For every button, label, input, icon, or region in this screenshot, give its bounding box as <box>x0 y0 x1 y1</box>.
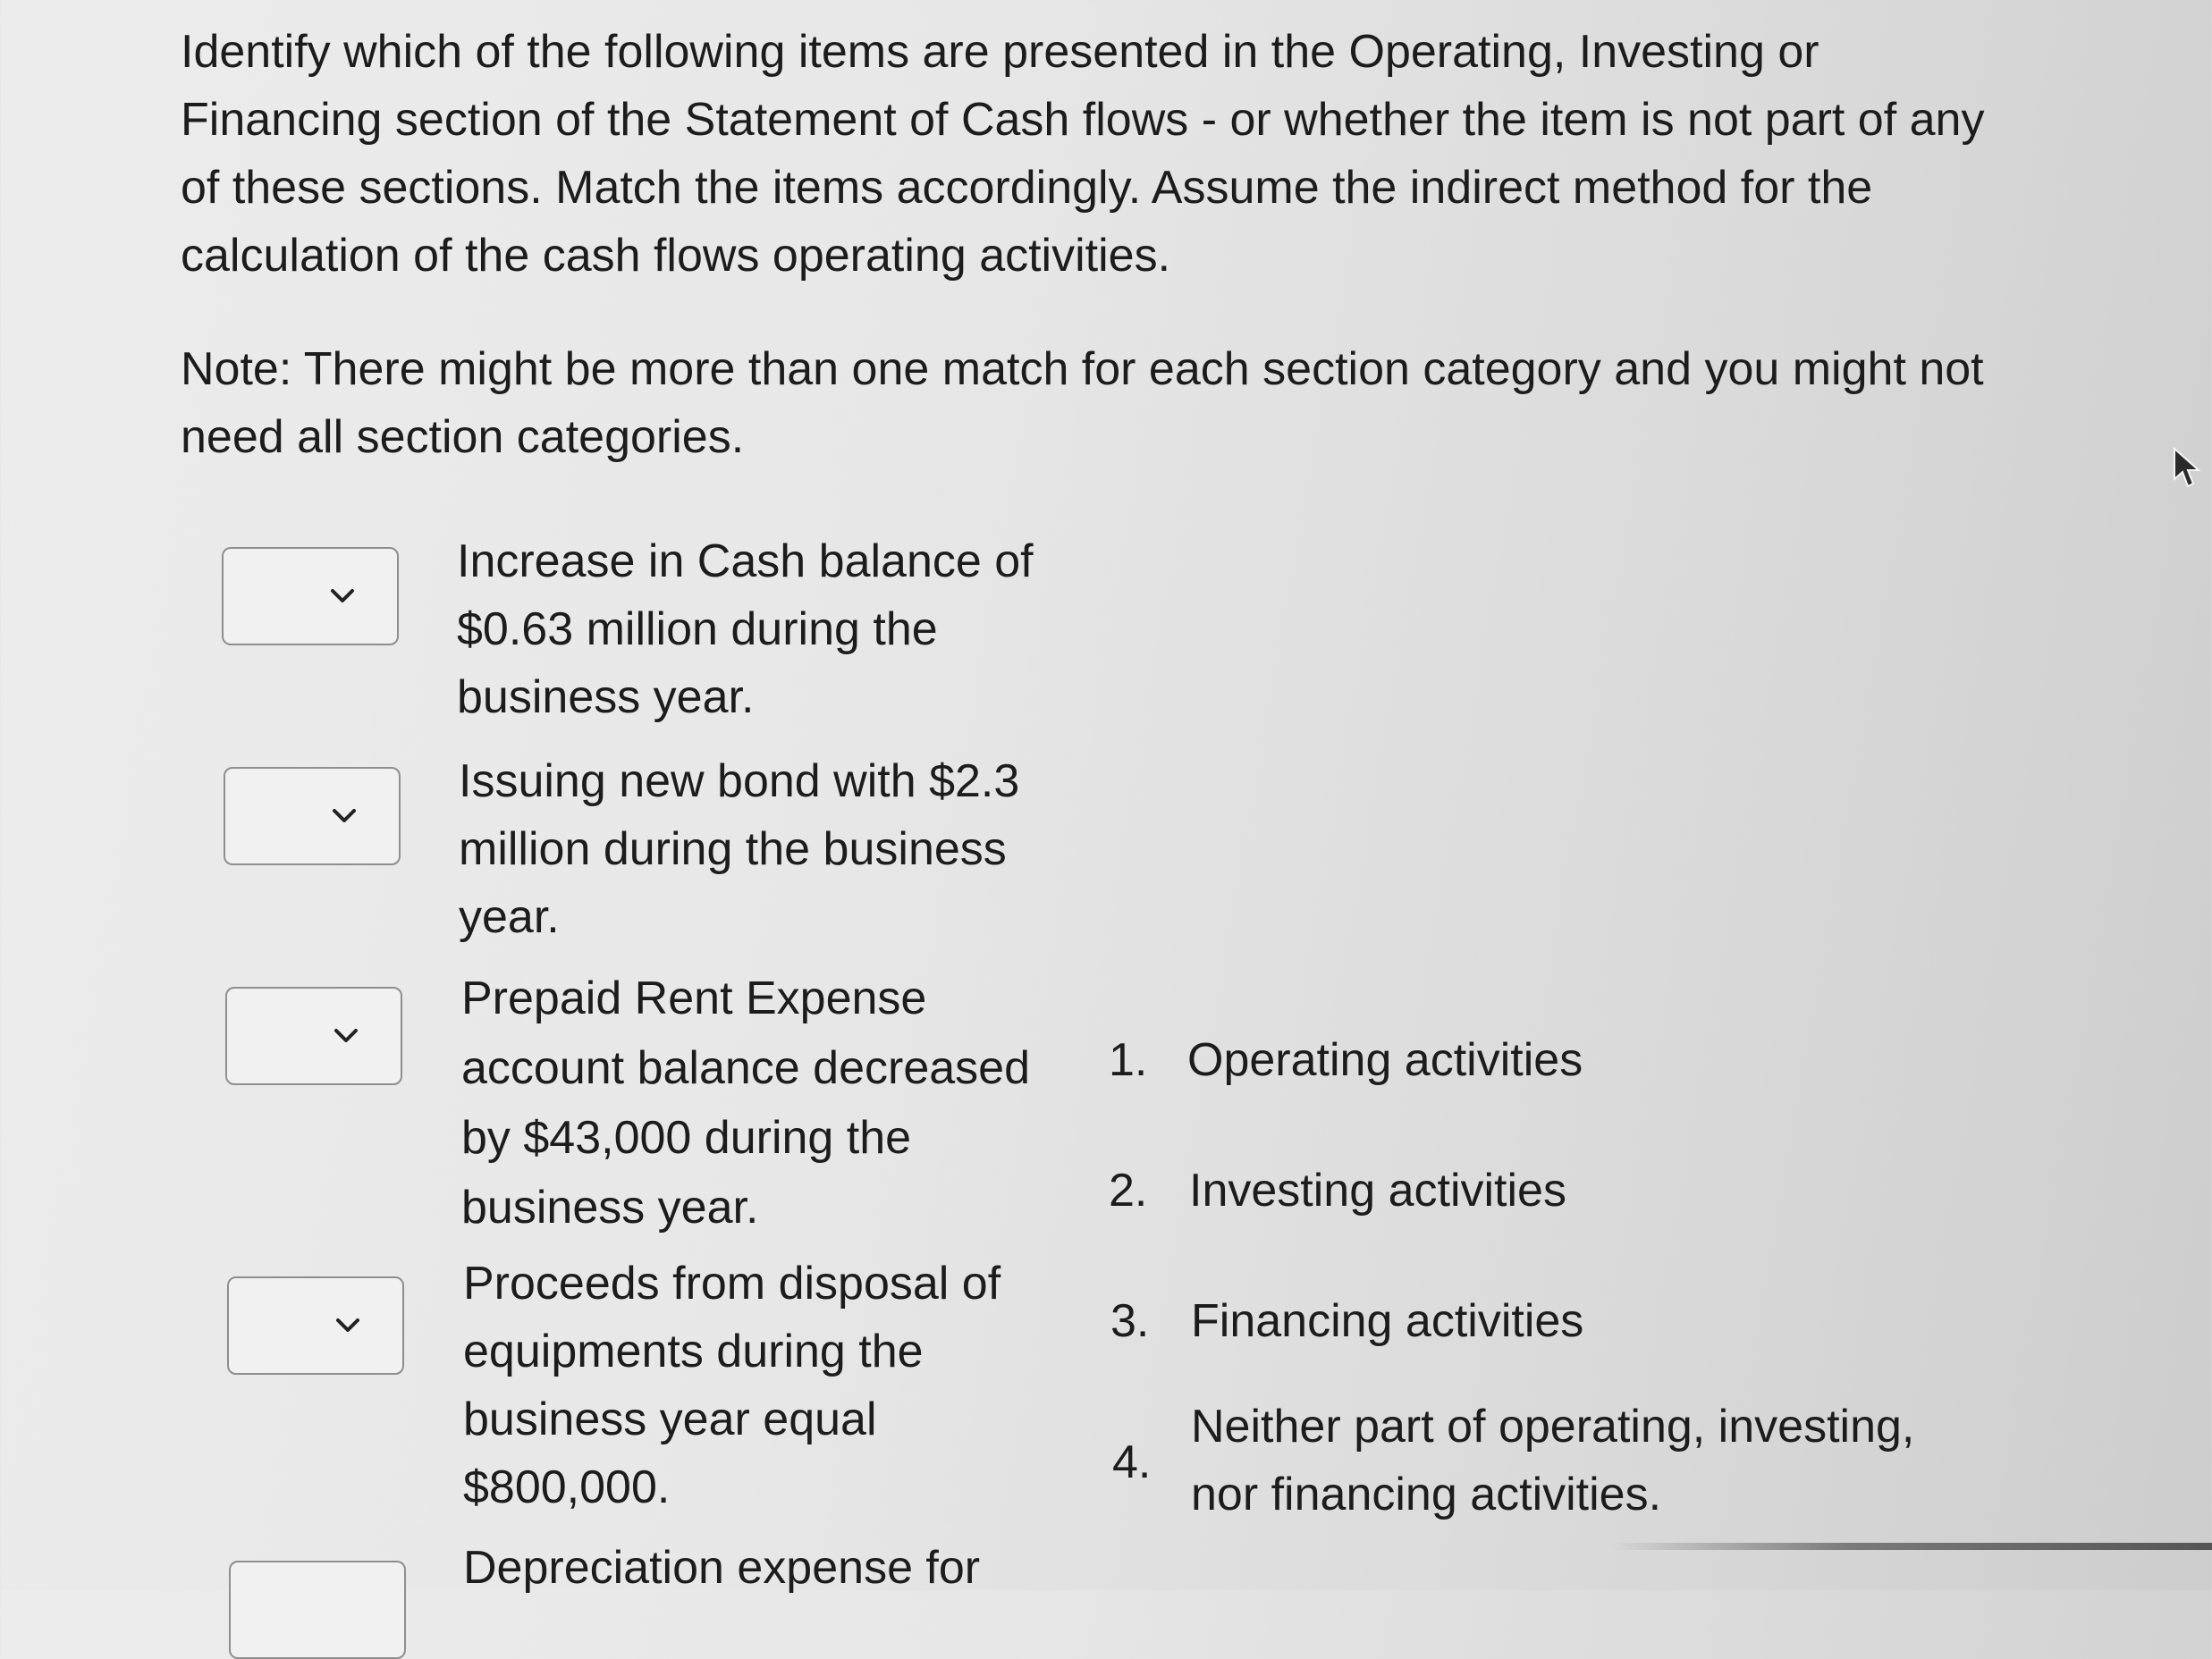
item-text: Depreciation expense for <box>463 1542 981 1594</box>
option-label: Financing activities <box>1191 1295 1584 1347</box>
question-prompt <box>181 18 1987 290</box>
option-number: 2. <box>1109 1165 1148 1217</box>
chevron-down-icon <box>331 1021 361 1051</box>
answer-dropdown[interactable] <box>224 767 401 865</box>
item-text: Issuing new bond with $2.3 million during the business year. <box>459 755 1020 943</box>
answer-dropdown[interactable] <box>222 547 399 645</box>
option-label: Neither part of operating, investing, nor financing activities. <box>1191 1401 1915 1520</box>
option-label: Investing activities <box>1189 1165 1566 1217</box>
chevron-down-icon <box>329 801 359 831</box>
answer-dropdown[interactable] <box>227 1276 404 1375</box>
item-text: Prepaid Rent Expense account balance decreased by $43,000 during the business year. <box>461 973 1031 1234</box>
option-number: 4. <box>1112 1436 1152 1488</box>
screen-edge-shadow <box>1609 1543 2212 1550</box>
question-text: Identify which of the following items are presented in the Operating, Investing or Financing section of the Statement of Cash flows - or whether the item is not part of any of these sections. Match the items accordingly. Assume the indirect method for the calculation of the cash flows operating activities. <box>181 26 1985 282</box>
item-text: Increase in Cash balance of $0.63 million during the business year. <box>457 535 1034 723</box>
chevron-down-icon <box>327 581 358 611</box>
question-note <box>181 335 1987 471</box>
option-number: 3. <box>1110 1295 1150 1347</box>
item-text: Proceeds from disposal of equipments during the business year equal $800,000. <box>463 1258 1001 1513</box>
option-number: 1. <box>1109 1034 1148 1086</box>
answer-dropdown[interactable] <box>225 987 402 1085</box>
mouse-pointer-icon <box>2171 447 2201 492</box>
chevron-down-icon <box>333 1310 363 1341</box>
option-label: Operating activities <box>1187 1034 1583 1086</box>
answer-dropdown[interactable] <box>229 1561 406 1659</box>
note-text: Note: There might be more than one match for each section category and you might not need all section categories. <box>181 343 1984 463</box>
